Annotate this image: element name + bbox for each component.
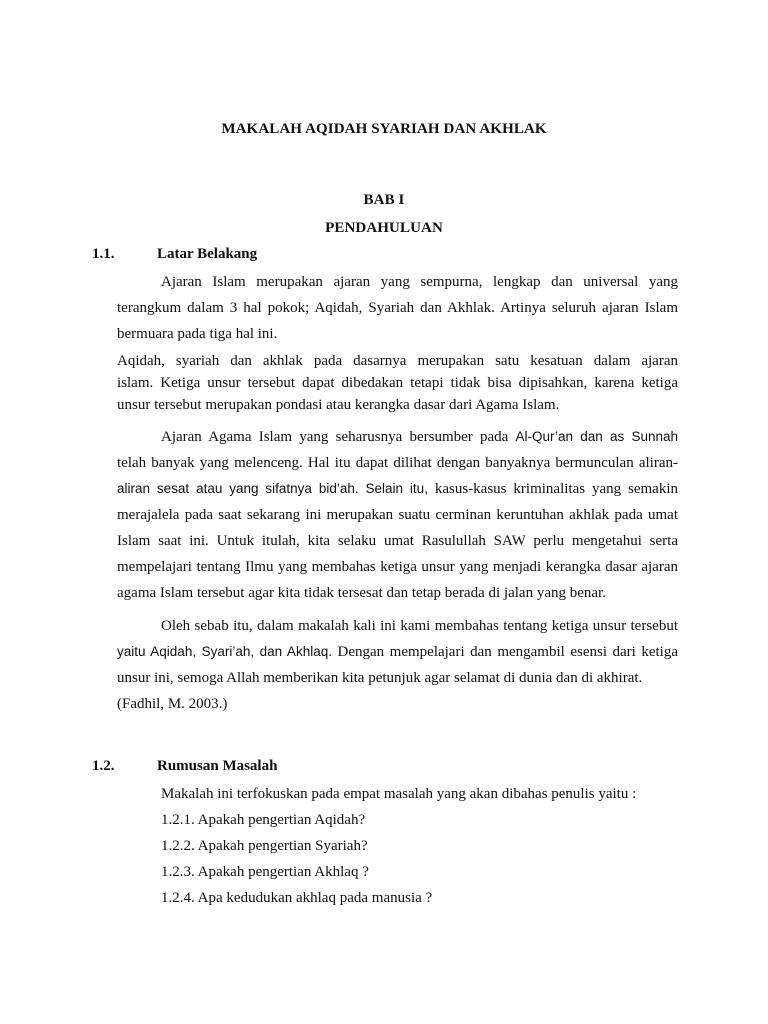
text-run: kasus-kasus kriminalitas yang semakin [434, 481, 679, 497]
text-run: Al-Qur’an dan as Sunnah [515, 429, 679, 444]
text-run: Ajaran Agama Islam yang seharusnya bersumber pada [161, 429, 509, 445]
paragraph-line: islam. Ketiga unsur tersebut dapat dibedakan tetapi tidak bisa dipisahkan, karena ketiga [117, 375, 678, 391]
paragraph-line: Aqidah, syariah dan akhlak pada dasarnya merupakan satu kesatuan dalam ajaran [117, 353, 678, 369]
paragraph-3 [117, 424, 678, 606]
paragraph-line: Islam saat ini. Untuk itulah, kita selaku umat Rasulullah SAW perlu mengetahui serta [117, 533, 678, 549]
paragraph-line [117, 476, 678, 502]
citation: (Fadhil, M. 2003.) [117, 696, 228, 712]
chapter-number: BAB I [363, 192, 405, 208]
document-title: MAKALAH AQIDAH SYARIAH DAN AKHLAK [221, 121, 547, 137]
paragraph-line: unsur ini, semoga Allah memberikan kita petunjuk agar selamat di dunia dan di akhirat. [117, 670, 643, 686]
paragraph-line: mempelajari tentang Ilmu yang membahas ketiga unsur yang menjadi kerangka dasar ajaran [117, 559, 678, 575]
text-run: Dengan mempelajari dan mengambil esensi dari ketiga [337, 644, 678, 660]
paragraph-line: merajalela pada saat sekarang ini merupakan suatu cerminan keruntuhan akhlak pada umat [117, 507, 678, 523]
list-intro: Makalah ini terfokuskan pada empat masalah yang akan dibahas penulis yaitu : [161, 786, 637, 802]
section-title: Latar Belakang [157, 246, 258, 262]
paragraph-line [117, 639, 678, 665]
paragraph-line [117, 424, 678, 450]
paragraph-line: bermuara pada tiga hal ini. [117, 326, 278, 342]
paragraph-line: Ajaran Islam merupakan ajaran yang sempurna, lengkap dan universal yang [161, 274, 678, 290]
chapter-title: PENDAHULUAN [325, 220, 443, 236]
paragraph-line: agama Islam tersebut agar kita tidak tersesat dan tetap berada di jalan yang benar. [117, 585, 606, 601]
paragraph-2 [117, 350, 678, 416]
list-item: 1.2.2. Apakah pengertian Syariah? [161, 838, 368, 854]
list-item: 1.2.1. Apakah pengertian Aqidah? [161, 812, 366, 828]
list-item: 1.2.3. Apakah pengertian Akhlaq ? [161, 864, 369, 880]
section-title: Rumusan Masalah [157, 758, 278, 774]
problem-list [161, 781, 636, 911]
paragraph-line: telah banyak yang melenceng. Hal itu dapat dilihat dengan banyaknya bermunculan aliran- [117, 455, 678, 471]
paragraph-4 [117, 613, 678, 717]
text-run: aliran sesat atau yang sifatnya bid’ah. Selain itu, [117, 481, 428, 496]
paragraph-line: terangkum dalam 3 hal pokok; Aqidah, Syariah dan Akhlak. Artinya seluruh ajaran Islam [117, 300, 678, 316]
paragraph-line: unsur tersebut merupakan pondasi atau kerangka dasar dari Agama Islam. [117, 397, 560, 413]
paragraph-1 [117, 269, 678, 347]
list-item: 1.2.4. Apa kedudukan akhlaq pada manusia ? [161, 890, 433, 906]
section-number: 1.2. [92, 758, 115, 774]
paragraph-line: Oleh sebab itu, dalam makalah kali ini kami membahas tentang ketiga unsur tersebut [161, 618, 678, 634]
text-run: yaitu Aqidah, Syari’ah, dan Akhlaq. [117, 644, 332, 659]
section-number: 1.1. [92, 246, 115, 262]
